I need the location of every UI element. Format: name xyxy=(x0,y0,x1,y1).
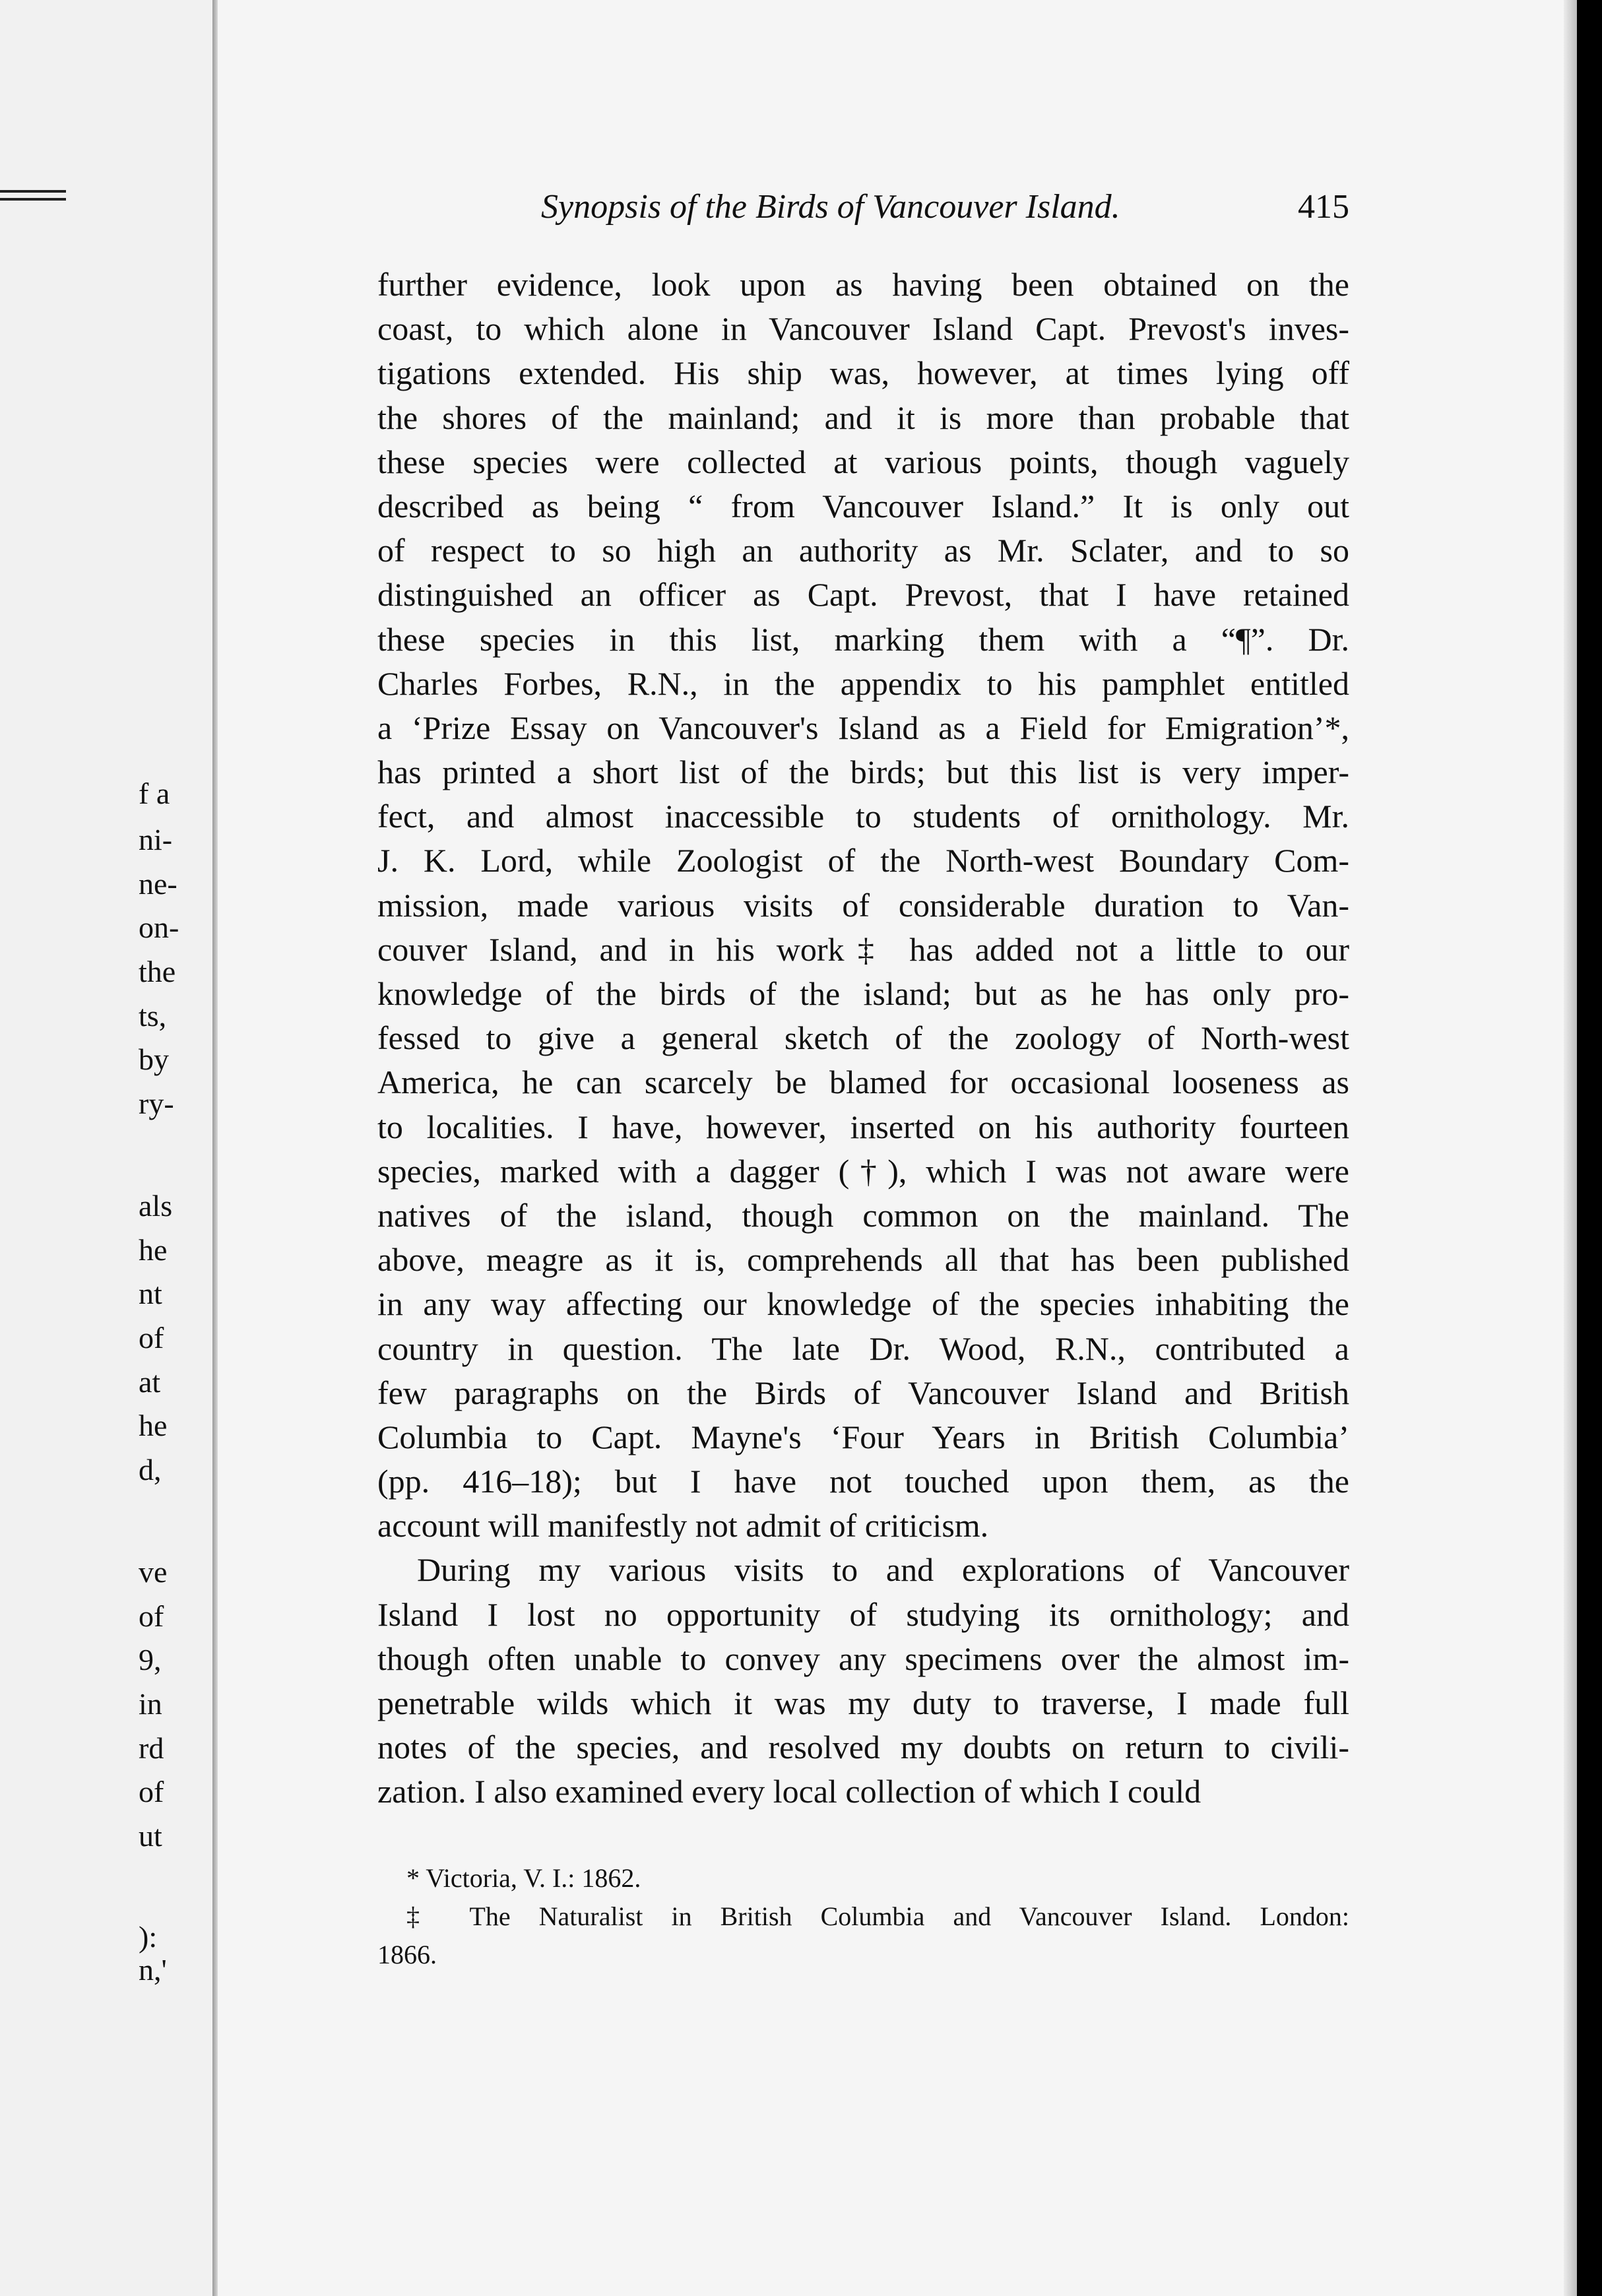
previous-page-line: nt xyxy=(139,1277,162,1310)
text-line: these species were collected at various points, though vaguely xyxy=(377,443,1349,480)
previous-page-line: at xyxy=(139,1365,161,1399)
text-line: fessed to give a general sketch of the zoology of North-west xyxy=(377,1019,1349,1057)
text-line: During my various visits to and explorations of Vancouver xyxy=(417,1551,1349,1589)
text-line: further evidence, look upon as having been obtained on the xyxy=(377,266,1349,303)
previous-page-line: ni- xyxy=(139,823,173,856)
previous-page-line: rd xyxy=(139,1731,164,1765)
running-title: Synopsis of the Birds of Vancouver Island. xyxy=(541,188,1120,226)
text-line: of respect to so high an authority as Mr. Sclater, and to so xyxy=(377,532,1349,569)
text-line: couver Island, and in his work‡ has added not a little to our xyxy=(377,930,1349,968)
previous-page-line: ve xyxy=(139,1555,168,1589)
text-line: Charles Forbes, R.N., in the appendix to his pamphlet entitled xyxy=(377,664,1349,702)
paragraph xyxy=(377,263,1349,1548)
text-line: species, marked with a dagger (†), which I was not aware were xyxy=(377,1152,1349,1190)
text-line: to localities. I have, however, inserted on his authority fourteen xyxy=(377,1108,1349,1145)
previous-page-line: the xyxy=(139,955,176,988)
previous-page-line: of xyxy=(139,1599,164,1633)
previous-page-line: ry- xyxy=(139,1087,174,1120)
previous-page-rule xyxy=(0,198,66,201)
text-line: notes of the species, and resolved my doubts on return to civili- xyxy=(377,1729,1349,1766)
text-line: natives of the island, though common on the mainland. The xyxy=(377,1196,1349,1234)
previous-page-line: f a xyxy=(139,777,170,810)
text-line: tigations extended. His ship was, however, at times lying off xyxy=(377,354,1349,392)
previous-page-line: in xyxy=(139,1687,162,1721)
text-line: has printed a short list of the birds; but this list is very imper- xyxy=(377,753,1349,791)
previous-page-line: n,' xyxy=(139,1953,167,1987)
body-text xyxy=(377,263,1349,1814)
text-line: Columbia to Capt. Mayne's ‘Four Years in British Columbia’ xyxy=(377,1418,1349,1455)
page-number: 415 xyxy=(1298,188,1349,226)
text-line: mission, made various visits of considerable duration to Van- xyxy=(377,886,1349,924)
text-line: country in question. The late Dr. Wood, R.N., contributed a xyxy=(377,1329,1349,1367)
previous-page-line: he xyxy=(139,1409,168,1442)
previous-page-line: ts, xyxy=(139,999,167,1033)
previous-page-line: of xyxy=(139,1775,164,1808)
text-line: in any way affecting our knowledge of the species inhabiting the xyxy=(377,1285,1349,1323)
footnotes xyxy=(377,1859,1349,1974)
previous-page-line: of xyxy=(139,1321,164,1355)
text-line: few paragraphs on the Birds of Vancouver Island and British xyxy=(377,1374,1349,1411)
text-line: (pp. 416–18); but I have not touched upon them, as the xyxy=(377,1463,1349,1500)
text-line: coast, to which alone in Vancouver Island Capt. Prevost's inves- xyxy=(377,310,1349,348)
previous-page-line: on- xyxy=(139,910,179,944)
footnote: 1866. xyxy=(377,1940,437,1969)
text-line: zation. I also examined every local collection of which I could xyxy=(377,1773,1202,1810)
text-line: penetrable wilds which it was my duty to traverse, I made full xyxy=(377,1684,1349,1721)
text-line: above, meagre as it is, comprehends all that has been published xyxy=(377,1241,1349,1279)
previous-page-line: ne- xyxy=(139,867,177,901)
text-line: fect, and almost inaccessible to students of ornithology. Mr. xyxy=(377,798,1349,835)
previous-page-line: ): xyxy=(139,1920,158,1954)
previous-page-line: als xyxy=(139,1189,173,1223)
footnote: ‡ The Naturalist in British Columbia and Vancouver Island. London: xyxy=(406,1901,1349,1931)
page-edge xyxy=(1564,0,1577,2296)
previous-page-line: d, xyxy=(139,1453,162,1486)
text-line: though often unable to convey any specimens over the almost im- xyxy=(377,1640,1349,1677)
previous-page-line: 9, xyxy=(139,1643,162,1676)
text-line: account will manifestly not admit of criticism. xyxy=(377,1507,989,1545)
previous-page-line: he xyxy=(139,1233,168,1267)
footnote: * Victoria, V. I.: 1862. xyxy=(406,1863,641,1893)
text-line: J. K. Lord, while Zoologist of the North-west Boundary Com- xyxy=(377,842,1349,879)
book-gutter xyxy=(212,0,218,2296)
text-line: Island I lost no opportunity of studying its ornithology; and xyxy=(377,1595,1349,1633)
text-line: described as being “ from Vancouver Island.” It is only out xyxy=(377,487,1349,525)
text-line: knowledge of the birds of the island; but as he has only pro- xyxy=(377,975,1349,1012)
previous-page-line: by xyxy=(139,1042,169,1076)
text-line: the shores of the mainland; and it is more than probable that xyxy=(377,399,1349,436)
previous-page-rule xyxy=(0,190,66,193)
paragraph xyxy=(377,1548,1349,1814)
text-line: America, he can scarcely be blamed for occasional looseness as xyxy=(377,1064,1349,1101)
text-line: a ‘Prize Essay on Vancouver's Island as a Field for Emigration’*, xyxy=(377,709,1349,746)
previous-page-strip xyxy=(0,0,218,2296)
text-line: distinguished an officer as Capt. Prevost, that I have retained xyxy=(377,576,1349,614)
text-line: these species in this list, marking them with a “¶”. Dr. xyxy=(377,620,1349,658)
previous-page-line: ut xyxy=(139,1819,162,1853)
